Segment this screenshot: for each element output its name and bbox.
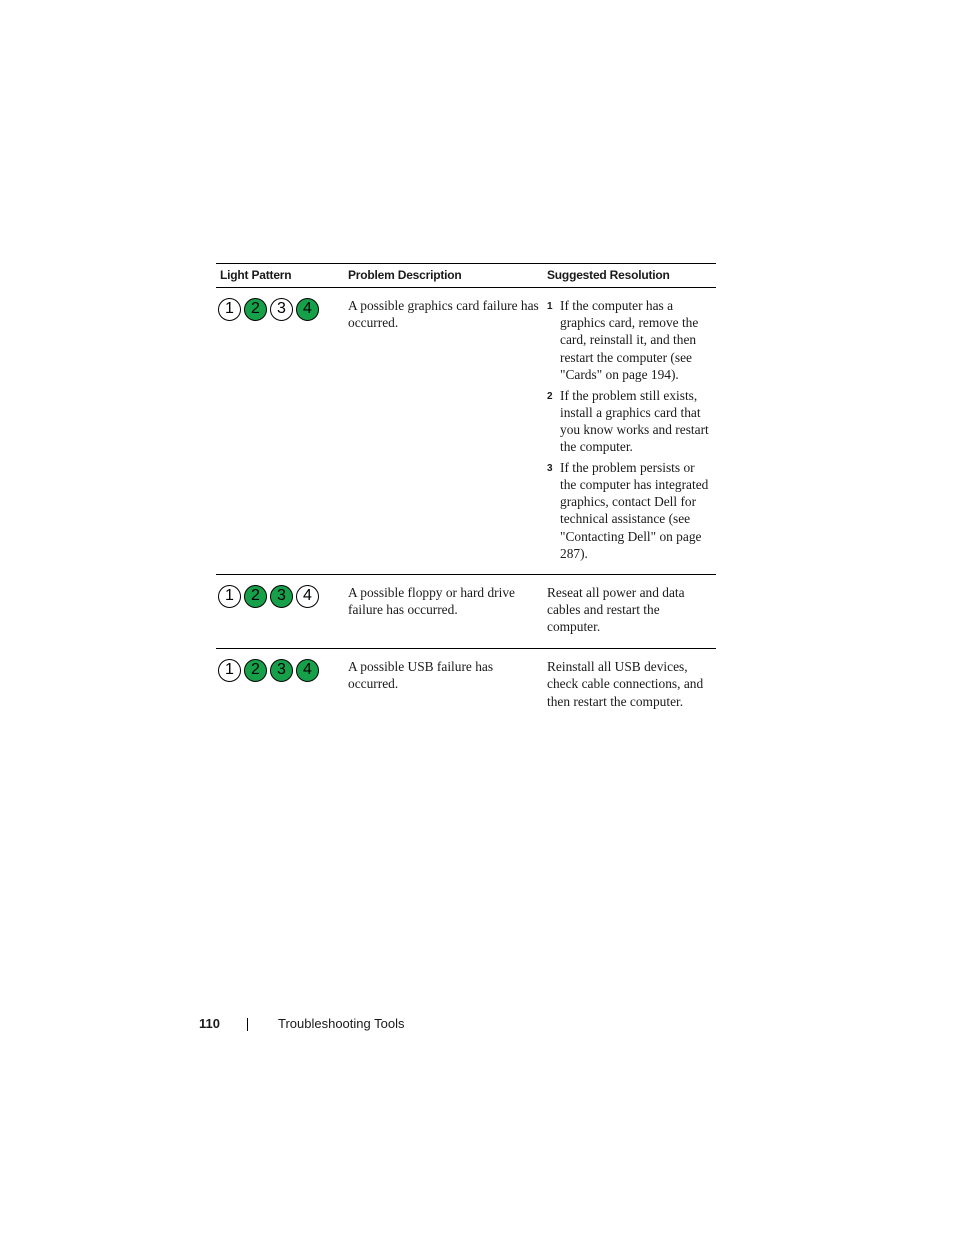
light-pattern-table	[216, 263, 716, 718]
diagnostic-light-1: 1	[218, 585, 241, 608]
diagnostic-light-1: 1	[218, 298, 241, 321]
light-pattern-cell	[216, 574, 344, 649]
diagnostic-light-2: 2	[244, 298, 267, 321]
diagnostic-light-4: 4	[296, 298, 319, 321]
resolution-step	[547, 297, 712, 383]
step-number: 3	[547, 462, 553, 474]
resolution-step	[547, 459, 712, 562]
diagnostic-light-3: 3	[270, 585, 293, 608]
problem-description: A possible graphics card failure has occurred.	[348, 298, 539, 331]
diagnostic-light-2: 2	[244, 659, 267, 682]
step-number: 1	[547, 301, 553, 312]
suggested-resolution	[543, 288, 716, 575]
diagnostic-light-1: 1	[218, 659, 241, 682]
table-row	[216, 649, 716, 718]
header-suggested-resolution: Suggested Resolution	[547, 268, 670, 282]
resolution-step	[547, 387, 712, 456]
diagnostic-light-3: 3	[270, 659, 293, 682]
diagnostic-light-4: 4	[296, 585, 319, 608]
suggested-resolution: Reinstall all USB devices, check cable connections, and then restart the computer.	[547, 659, 704, 709]
header-light-pattern: Light Pattern	[220, 268, 292, 282]
diagnostic-light-4: 4	[296, 659, 319, 682]
diagnostic-lights	[218, 659, 340, 682]
footer-divider	[247, 1018, 248, 1031]
step-number: 2	[547, 390, 553, 402]
light-pattern-cell	[216, 288, 344, 575]
resolution-steps	[547, 297, 712, 562]
chapter-title: Troubleshooting Tools	[278, 1016, 405, 1031]
diagnostic-table	[216, 263, 716, 718]
header-problem-description: Problem Description	[348, 268, 462, 282]
table-row	[216, 574, 716, 649]
table-header-row	[216, 264, 716, 288]
light-pattern-cell	[216, 649, 344, 718]
diagnostic-lights	[218, 585, 340, 608]
page-number: 110	[199, 1016, 220, 1031]
step-text: If the computer has a graphics card, remove the card, reinstall it, and then restart the computer (see "Cards" on page 194).	[560, 298, 699, 382]
diagnostic-lights	[218, 298, 340, 321]
table-row	[216, 288, 716, 575]
problem-description: A possible USB failure has occurred.	[348, 659, 494, 692]
diagnostic-light-3: 3	[270, 298, 293, 321]
step-text: If the problem persists or the computer has integrated graphics, contact Dell for technical assistance (see "Contacting Dell" on page 287).	[560, 459, 709, 561]
diagnostic-light-2: 2	[244, 585, 267, 608]
problem-description: A possible floppy or hard drive failure has occurred.	[348, 584, 515, 617]
suggested-resolution: Reseat all power and data cables and restart the computer.	[547, 584, 685, 634]
step-text: If the problem still exists, install a graphics card that you know works and restart the computer.	[560, 387, 709, 455]
